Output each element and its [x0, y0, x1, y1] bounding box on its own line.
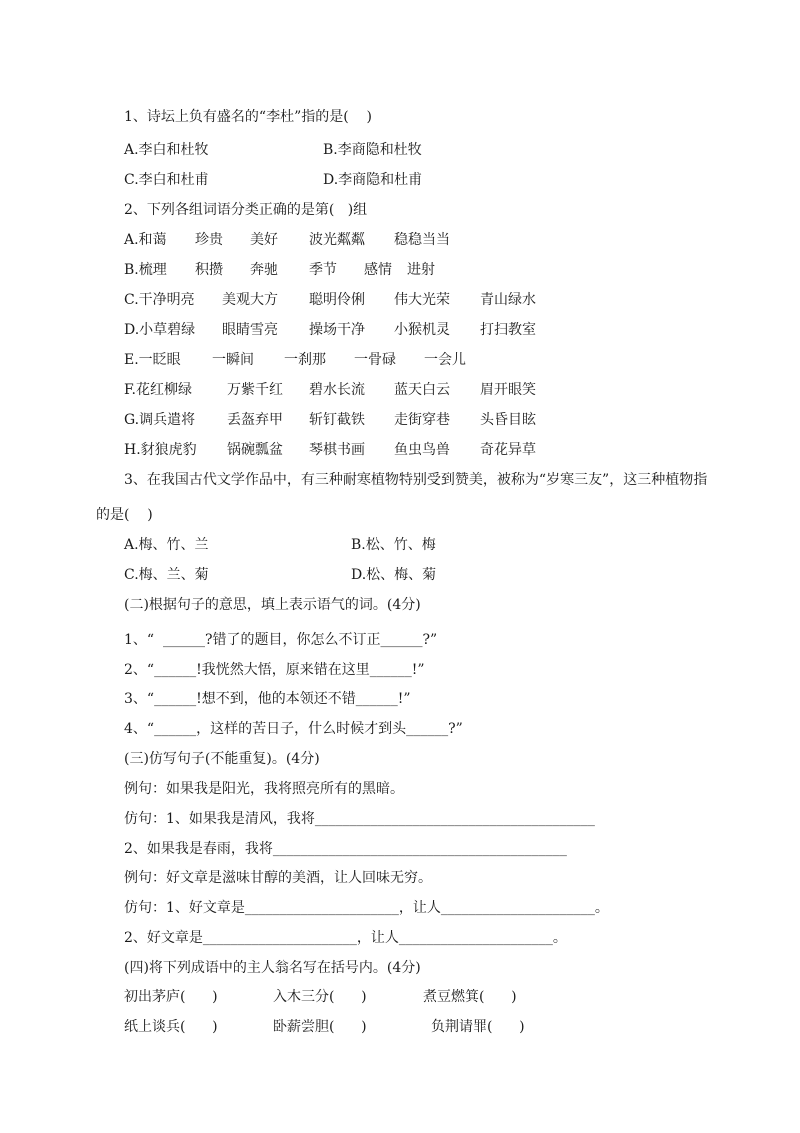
word: 蓝天白云 [394, 382, 450, 398]
word: 斩钉截铁 [309, 412, 365, 428]
section4-row-2 [124, 1018, 684, 1090]
word: 积攒 [195, 262, 223, 278]
word: 碧水长流 [309, 382, 365, 398]
word: 感情 [364, 262, 392, 278]
word: 进射 [407, 262, 435, 278]
section3-imitation-4: 2、好文章是______________________，让人______________________。 [124, 930, 567, 946]
word: 走街穿巷 [394, 412, 450, 428]
word: 季节 [309, 262, 337, 278]
section3-imitation-3: 仿句：1、好文章是______________________，让人______________________。 [124, 900, 609, 916]
word: 一刹那 [284, 352, 326, 368]
word: 鱼虫鸟兽 [394, 442, 450, 458]
q1-option-c: C.李白和杜甫 [124, 172, 209, 188]
word: 聪明伶俐 [309, 292, 365, 308]
section3-imitation-1: 仿句：1、如果我是清风，我将________________________________________ [124, 811, 595, 827]
q3-option-b: B.松、竹、梅 [351, 537, 436, 553]
idiom-item: 负荆请罪( ) [431, 1019, 525, 1035]
word: 波光粼粼 [309, 232, 365, 248]
word: 眼睛雪亮 [222, 322, 278, 338]
word: E.一眨眼 [124, 352, 181, 368]
q3-option-c: C.梅、兰、菊 [124, 567, 209, 583]
section2-title: (二)根据句子的意思，填上表示语气的词。(4分) [124, 597, 421, 613]
word: 小猴机灵 [394, 322, 450, 338]
word: 万紫千红 [227, 382, 283, 398]
word: 珍贵 [195, 232, 223, 248]
q2-row-h [124, 441, 684, 549]
section3-example-2: 例句：好文章是滋味甘醇的美酒，让人回味无穷。 [124, 870, 432, 886]
word: H.豺狼虎豹 [124, 442, 197, 458]
word: D.小草碧绿 [124, 322, 196, 338]
word: 一瞬间 [212, 352, 254, 368]
section3-title: (三)仿写句子(不能重复)。(4分) [124, 751, 320, 767]
word: 操场干净 [309, 322, 365, 338]
q1-option-d: D.李商隐和杜甫 [323, 172, 423, 188]
section2-item-3: 3、“______!想不到，他的本领还不错______!” [124, 691, 411, 707]
idiom-item: 入木三分( ) [273, 989, 367, 1005]
q2-question: 2、下列各组词语分类正确的是第( )组 [124, 202, 368, 218]
word: F.花红柳绿 [124, 382, 192, 398]
word: 奔驰 [250, 262, 278, 278]
word: 琴棋书画 [309, 442, 365, 458]
word: 奇花异草 [480, 442, 536, 458]
section2-item-2: 2、“______!我恍然大悟，原来错在这里______!” [124, 662, 425, 678]
word: A.和蔼 [124, 232, 167, 248]
word: 青山绿水 [480, 292, 536, 308]
word: 丢盔弃甲 [227, 412, 283, 428]
word: 一骨碌 [354, 352, 396, 368]
q3-question-line2: 的是( ) [96, 507, 153, 523]
q3-option-a: A.梅、竹、兰 [124, 537, 209, 553]
q1-option-a: A.李白和杜牧 [124, 142, 209, 158]
section2-item-1: 1、“ ______?错了的题目，你怎么不订正______?” [124, 632, 438, 648]
word: 打扫教室 [480, 322, 536, 338]
q3-option-d: D.松、梅、菊 [351, 567, 437, 583]
word: 眉开眼笑 [480, 382, 536, 398]
idiom-item: 初出茅庐( ) [124, 989, 218, 1005]
section3-example-1: 例句：如果我是阳光，我将照亮所有的黑暗。 [124, 781, 404, 797]
idiom-item: 卧薪尝胆( ) [273, 1019, 367, 1035]
word: G.调兵遣将 [124, 412, 196, 428]
word: 稳稳当当 [394, 232, 450, 248]
q1-option-b: B.李商隐和杜牧 [323, 142, 422, 158]
q1-question: 1、诗坛上负有盛名的“李杜”指的是( ) [124, 109, 372, 125]
idiom-item: 煮豆燃箕( ) [423, 989, 517, 1005]
word: 锅碗瓢盆 [227, 442, 283, 458]
word: 美观大方 [222, 292, 278, 308]
word: 美好 [250, 232, 278, 248]
section4-title: (四)将下列成语中的主人翁名写在括号内。(4分) [124, 960, 421, 976]
word: B.梳理 [124, 262, 167, 278]
section2-item-4: 4、“______，这样的苦日子，什么时候才到头______?” [124, 721, 463, 737]
q3-question-line1: 3、在我国古代文学作品中，有三种耐寒植物特别受到赞美，被称为“岁寒三友”，这三种植物指 [124, 472, 708, 488]
word: 头昏目眩 [480, 412, 536, 428]
word: 一会儿 [424, 352, 466, 368]
idiom-item: 纸上谈兵( ) [124, 1019, 218, 1035]
section3-imitation-2: 2、如果我是春雨，我将__________________________________________ [124, 841, 567, 857]
word: 伟大光荣 [394, 292, 450, 308]
word: C.干净明亮 [124, 292, 195, 308]
